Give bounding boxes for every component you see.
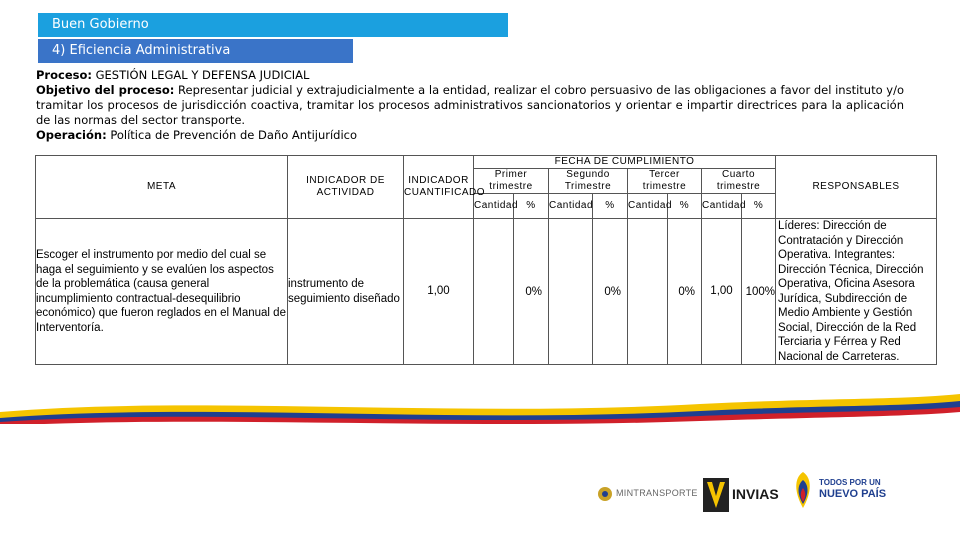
header-q3: Tercer trimestre <box>628 169 702 194</box>
header-q4: Cuarto trimestre <box>702 169 776 194</box>
header-q1-pct: % <box>514 194 549 219</box>
row-indicador-actividad: instrumento de seguimiento diseñado <box>288 219 404 365</box>
header-q3-cantidad: Cantidad <box>628 194 668 219</box>
todos-por-un-nuevo-pais-logo <box>792 466 892 516</box>
invias-logo <box>703 466 783 516</box>
row-q2-cantidad <box>549 219 593 365</box>
flag-ribbon <box>0 390 960 424</box>
coat-of-arms-icon <box>597 486 613 502</box>
invias-text: INVIAS <box>732 486 779 502</box>
row-q3-cantidad <box>628 219 668 365</box>
process-info <box>36 68 904 143</box>
header-q2: Segundo Trimestre <box>549 169 628 194</box>
nuevo-pais-text: NUEVO PAÍS <box>819 488 887 500</box>
row-q4-pct: 100% <box>742 219 776 365</box>
objetivo-value: Representar judicial y extrajudicialmente a la entidad, realizar el cobro persuasivo de las obligaciones a favor del instituto y/o tramitar los procesos de jurisdicción coactiva, tramitar los procesos administrativos sancionatorios y orientar e impartir directrices para la aplicación de las normas del sector transporte. <box>36 83 905 127</box>
header-q1: Primer trimestre <box>474 169 549 194</box>
row-indicador-cuantificado: 1,00 <box>404 219 474 365</box>
header-responsables: RESPONSABLES <box>776 156 937 219</box>
section-band-buen-gobierno <box>38 13 508 37</box>
row-q2-pct: 0% <box>593 219 628 365</box>
operacion-line <box>36 128 904 143</box>
header-indicador-actividad: INDICADOR DE ACTIVIDAD <box>288 156 404 219</box>
row-meta: Escoger el instrumento por medio del cual se haga el seguimiento y se evalúen los aspectos de la problemática (causa general incumplimiento contractual-desequilibrio económico) que fueron reglados en el Manual de Interventoría. <box>36 219 288 365</box>
objetivo-line <box>36 83 904 128</box>
row-responsables: Líderes: Dirección de Contratación y Dirección Operativa. Integrantes: Dirección Técnica, Dirección Operativa, Oficina Asesora Jurídica, Subdirección de Medio Ambiente y Gestión Social, Dirección de la Red Terciaria y Férrea y Red Nacional de Carreteras. <box>776 219 937 365</box>
proceso-value: GESTIÓN LEGAL Y DEFENSA JUDICIAL <box>95 68 310 82</box>
band1-label: Buen Gobierno <box>52 17 149 32</box>
header-q3-pct: % <box>668 194 702 219</box>
operacion-value: Política de Prevención de Daño Antijurídico <box>110 128 358 142</box>
mintransporte-text: MINTRANSPORTE <box>616 488 698 498</box>
row-q3-pct: 0% <box>668 219 702 365</box>
header-meta: META <box>36 156 288 219</box>
proceso-label: Proceso: <box>36 68 92 82</box>
dove-emblem-icon <box>792 470 814 510</box>
header-q2-pct: % <box>593 194 628 219</box>
header-fecha: FECHA DE CUMPLIMIENTO <box>474 156 776 169</box>
proceso-line <box>36 68 904 83</box>
table-row <box>36 219 937 365</box>
header-q4-cantidad: Cantidad <box>702 194 742 219</box>
band2-label: 4) Eficiencia Administrativa <box>52 43 231 58</box>
header-indicador-cuantificado: INDICADOR CUANTIFICADO <box>404 156 474 219</box>
todos-text: TODOS POR UN <box>819 478 881 487</box>
goals-table <box>35 155 937 365</box>
objetivo-label: Objetivo del proceso: <box>36 83 175 97</box>
operacion-label: Operación: <box>36 128 107 142</box>
section-band-eficiencia <box>38 39 353 63</box>
row-q1-pct: 0% <box>514 219 549 365</box>
header-q1-cantidad: Cantidad <box>474 194 514 219</box>
row-q4-cantidad: 1,00 <box>702 219 742 365</box>
header-q2-cantidad: Cantidad <box>549 194 593 219</box>
invias-emblem-icon <box>703 478 729 512</box>
mintransporte-logo <box>597 466 698 516</box>
header-q4-pct: % <box>742 194 776 219</box>
row-q1-cantidad <box>474 219 514 365</box>
